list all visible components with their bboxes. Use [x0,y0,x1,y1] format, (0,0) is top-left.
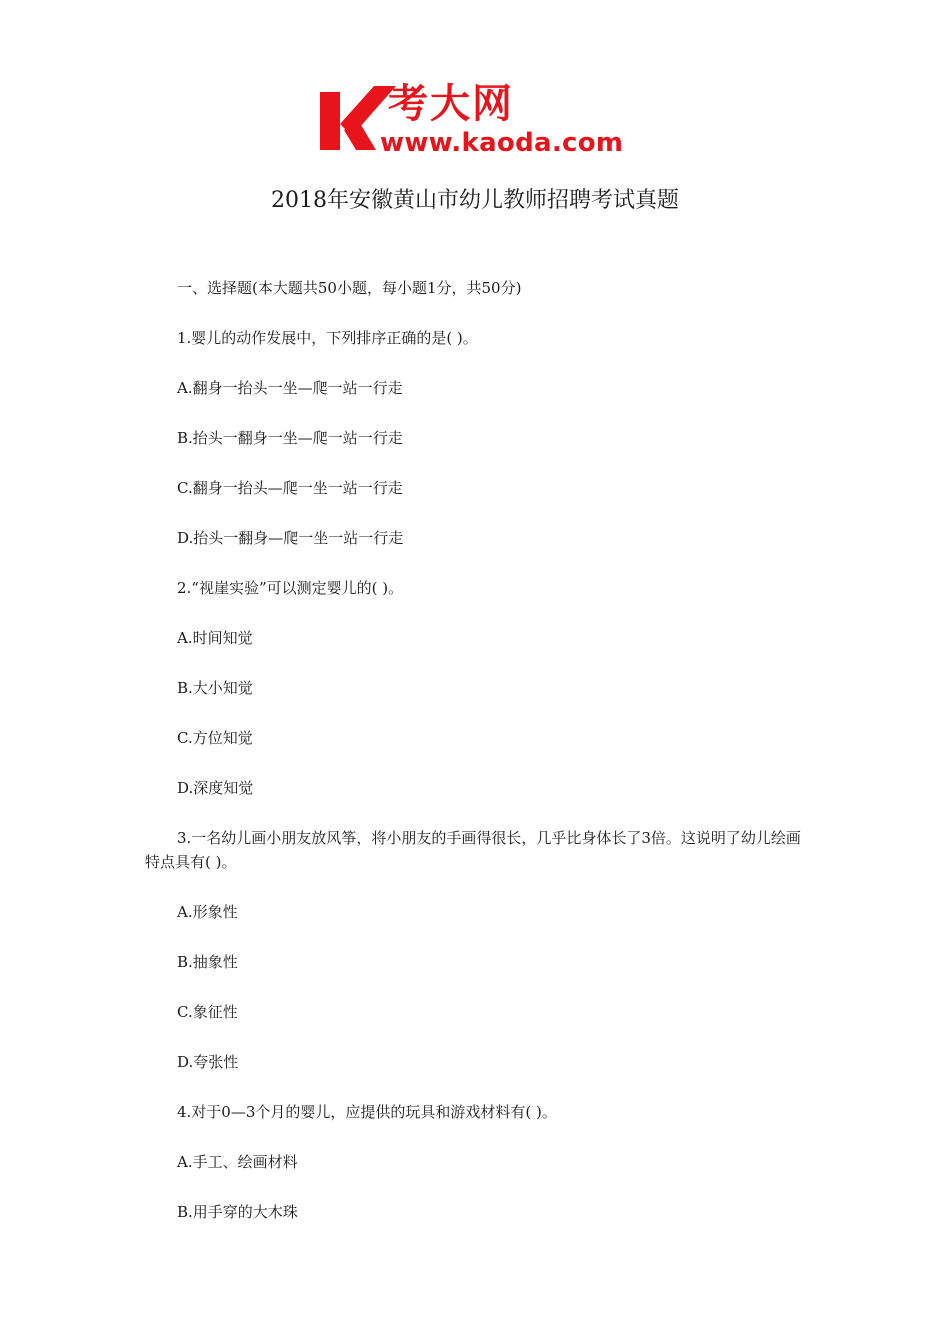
question-3: 3.一名幼儿画小朋友放风筝，将小朋友的手画得很长，几乎比身体长了3倍。这说明了幼儿绘画特点具有( )。 [145,829,801,871]
option-3a: A.形象性 [177,903,238,921]
question-2: 2.“视崖实验”可以测定婴儿的( )。 [177,579,404,597]
option-4a: A.手工、绘画材料 [177,1153,298,1171]
option-2c: C.方位知觉 [177,729,253,747]
option-1c: C.翻身一抬头—爬一坐一站一行走 [177,479,403,497]
option-4b: B.用手穿的大木珠 [177,1203,298,1221]
document-body [145,276,815,1250]
logo-brand-cn: 考大网 [388,81,514,127]
option-2b: B.大小知觉 [177,679,253,697]
section-heading: 一、选择题(本大题共50小题，每小题1分，共50分) [177,279,522,297]
question-1: 1.婴儿的动作发展中，下列排序正确的是( )。 [177,329,478,347]
kaoda-logo [318,80,640,160]
document-title: 2018年安徽黄山市幼儿教师招聘考试真题 [271,188,679,213]
question-4: 4.对于0—3个月的婴儿，应提供的玩具和游戏材料有( )。 [177,1103,557,1121]
option-3b: B.抽象性 [177,953,238,971]
option-1a: A.翻身一抬头一坐—爬一站一行走 [177,379,403,397]
option-2d: D.深度知觉 [177,779,254,797]
logo-brand-url: www.kaoda.com [380,128,624,158]
option-3d: D.夸张性 [177,1053,239,1071]
option-3c: C.象征性 [177,1003,238,1021]
option-2a: A.时间知觉 [177,629,253,647]
option-1b: B.抬头一翻身一坐—爬一站一行走 [177,429,403,447]
option-1d: D.抬头一翻身—爬一坐一站一行走 [177,529,404,547]
